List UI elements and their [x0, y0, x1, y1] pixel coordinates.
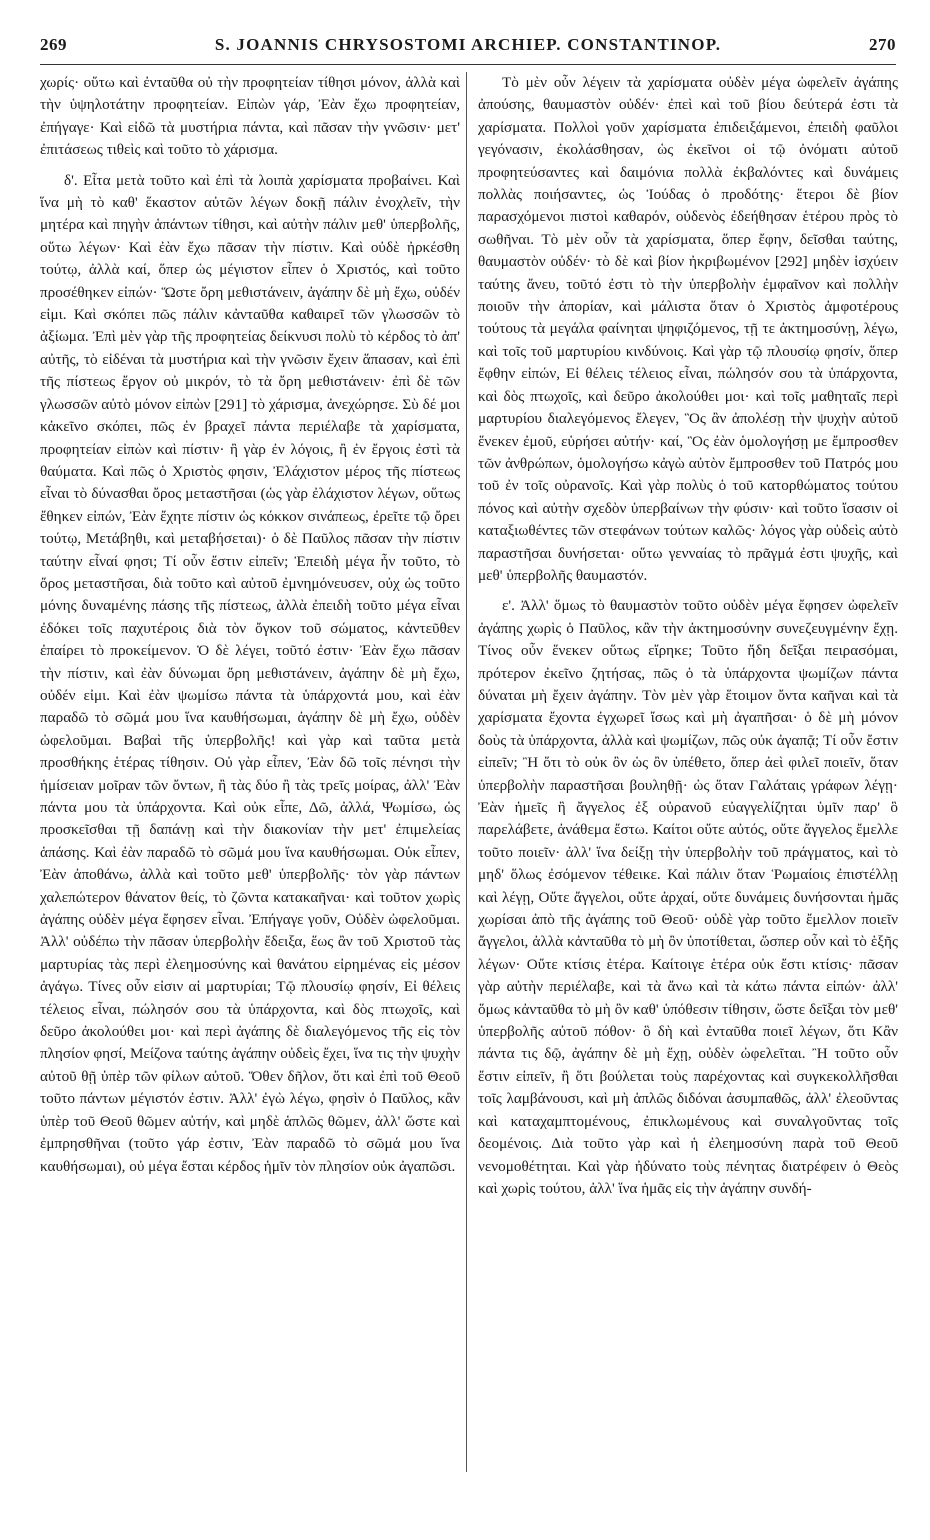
running-title: S. JOANNIS CHRYSOSTOMI ARCHIEP. CONSTANTINOP.	[214, 35, 722, 54]
page-number-right: 270	[869, 35, 896, 54]
right-paragraph-1: Τὸ μὲν οὖν λέγειν τὰ χαρίσματα οὐδὲν μέγα ὠφελεῖν ἀγάπης ἀπούσης, θαυμαστὸν οὐδέν· ἐπεὶ καὶ τοῦ βίου δεύτερά ἐστι τὰ χαρίσματα. Πολλοὶ γοῦν χαρίσματα ἐπιδειξάμενοι, ἐπειδὴ φαῦλοι γεγόνασιν, ἐκολάσθησαν, ὡς ἐκεῖνοι οἱ τῷ ὀνόματι αὐτοῦ προφητεύσαντες καὶ δαιμόνια πολλὰ ἐκβαλόντες καὶ δυνάμεις πολλὰς ποιήσαντες, ὡς Ἰούδας ὁ προδότης· ἕτεροι δὲ βίον παρασχόμενοι πιστοὶ καθαρόν, οὐδενὸς ἐδεήθησαν ἑτέρου πρὸς τὸ σωθῆναι. Τὸ μὲν οὖν τὰ χαρίσματα, ὅπερ ἔφην, δεῖσθαι ταύτης, θαυμαστὸν οὐδέν· τὸ δὲ καὶ βίον ἠκριβωμένον [292] μηδὲν ἰσχύειν ταύτης ἄνευ, τοῦτό ἐστι τὸ τὴν ὑπερβολὴν ἐμφαῖνον καὶ πολλὴν ποιοῦν τὴν ἀπορίαν, καὶ μάλιστα ὅταν ὁ Χριστὸς ἀμφοτέρους τούτους τὰ μεγάλα φαίνηται ψηφιζόμενος, τῇ τε ἀκτημοσύνῃ, λέγω, καὶ τοῖς τοῦ μαρτυρίου κινδύνοις. Καὶ γὰρ τῷ πλουσίῳ φησίν, ὅπερ ἔφθην εἰπών, Εἰ θέλεις τέλειος εἶναι, πώλησόν σου τὰ ὑπάρχοντα, καὶ δὸς πτωχοῖς, καὶ δεῦρο ἀκολούθει μοι· καὶ τοῖς μαθηταῖς περὶ μαρτυρίου διαλεγόμενος ἔλεγεν, Ὃς ἂν ἀπολέσῃ τὴν ψυχὴν αὐτοῦ ἕνεκεν ἐμοῦ, εὑρήσει αὐτήν· καί, Ὃς ἐὰν ὁμολογήσῃ με ἔμπροσθεν τῶν ἀνθρώπων, ὁμολογήσω κἀγὼ αὐτὸν ἔμπροσθεν τοῦ Πατρός μου τοῦ ἐν τοῖς οὐρανοῖς. Καὶ γὰρ πολὺς ὁ τοῦ κατορθώματος τούτου πόνος καὶ αὐτὴν σχεδὸν ὑπερβαίνων τὴν φύσιν· καὶ τοῦτο ἴσασιν οἱ καταξιωθέντες τῶν στεφάνων τούτων καλῶς· λόγος γὰρ οὐδεὶς αὐτὸ παραστῆσαι δυνήσεται· οὕτω γενναίας τὸ πρᾶγμά ἐστι ψυχῆς, καὶ μεθ' ὑπερβολῆς θαυμαστόν.	[478, 74, 898, 584]
running-header	[40, 30, 896, 60]
right-paragraph-2: ε'. Ἀλλ' ὅμως τὸ θαυμαστὸν τοῦτο οὐδὲν μέγα ἔφησεν ὠφελεῖν ἀγάπης χωρὶς ὁ Παῦλος, κἂν τὴν ἀκτημοσύνην συνεζευγμένην ἔχῃ. Τίνος οὖν ἕνεκεν οὕτως εἴρηκε; Τοῦτο ἤδη δεῖξαι πειρασόμαι, πρότερον ἐκεῖνο ζητήσας, πῶς ὁ τὰ ὑπάρχοντα ψωμίζων πάντα δύναται μὴ ἔχειν ἀγάπην. Τὸν μὲν γὰρ ἕτοιμον ὄντα καῆναι καὶ τὰ χαρίσματα ἔχοντα ἐγχωρεῖ ἴσως καὶ μὴ ἀγαπῆσαι· ὁ δὲ μὴ μόνον δοὺς τὰ ὑπάρχοντα, ἀλλὰ καὶ ψωμίζων, πῶς οὐκ ἀγαπᾷ; Τί οὖν ἔστιν εἰπεῖν; Ἢ ὅτι τὸ οὐκ ὂν ὡς ὂν ὑπέθετο, ὅπερ ἀεὶ φιλεῖ ποιεῖν, ὅταν ὑπερβολὴν παραστῆσαι βουληθῇ· ὡς ὅταν Γαλάταις γράφων λέγῃ· Ἐὰν ἡμεῖς ἢ ἄγγελος ἐξ οὐρανοῦ εὐαγγελίζηται ὑμῖν παρ' ὃ παρελάβετε, ἀνάθεμα ἔστω. Καίτοι οὔτε αὐτός, οὔτε ἄγγελος ἔμελλε τοῦτο ποιεῖν· ἀλλ' ἵνα δείξῃ τὴν ὑπερβολὴν τοῦ πράγματος, καὶ τὸ μηδ' ὅλως ἐσόμενον τέθεικε. Καὶ πάλιν ὅταν Ῥωμαίοις ἐπιστέλλῃ καὶ λέγῃ, Οὔτε ἄγγελοι, οὔτε ἀρχαί, οὔτε δυνάμεις δυνήσονται ἡμᾶς χωρίσαι ἀπὸ τῆς ἀγάπης τοῦ Θεοῦ· οὐδὲ γὰρ τοῦτο ἔμελλον ποιεῖν ἄγγελοι, ἀλλὰ κἀνταῦθα τὸ μὴ ὂν ὑποτίθεται, ὥσπερ οὖν καὶ τὸ ἑξῆς λέγων· Οὔτε κτίσις ἑτέρα. Καίτοιγε ἑτέρα οὐκ ἔστι κτίσις· πᾶσαν γὰρ αὐτὴν περιέλαβε, καὶ τὰ ἄνω καὶ τὰ κάτω πάντα εἰπών· ἀλλ' ὅμως κἀνταῦθα τὸ μὴ ὂν καθ' ὑπόθεσιν τίθησιν, ὥστε δεῖξαι τὸν μεθ' ὑπερβολῆς αὐτοῦ πόθον· ὃ δὴ καὶ ἐνταῦθα ποιεῖ λέγων, ὅτι Κἂν πάντα τις δῷ, ἀγάπην δὲ μὴ ἔχῃ, οὐδὲν ὠφελεῖται. Ἢ τοῦτο οὖν ἔστιν εἰπεῖν, ἢ ὅτι βούλεται τοὺς παρέχοντας καὶ συγκεκολλῆσθαι τοῖς λαμβάνουσι, καὶ μὴ ἁπλῶς διδόναι ἀσυμπαθῶς, ἀλλ' ἐλεοῦντας καὶ καταχαμπτομένους, ἐπικλωμένους καὶ συναλγοῦντας τοῖς δεομένοις. Διὰ τοῦτο γὰρ καὶ ἡ ἐλεημοσύνη παρὰ τοῦ Θεοῦ νενομοθέτηται. Καὶ γὰρ ἠδύνατο τοὺς πένητας διατρέφειν ὁ Θεὸς καὶ χωρὶς τούτου, ἀλλ' ἵνα ἡμᾶς εἰς τὴν ἀγάπην συνδή-	[478, 597, 898, 1197]
left-paragraph-1: χωρίς· οὕτω καὶ ἐνταῦθα οὐ τὴν προφητείαν τίθησι μόνον, ἀλλὰ καὶ τὴν ὑψηλοτάτην προφητείαν. Εἰπὼν γάρ, Ἐὰν ἔχω προφητείαν, ἐπήγαγε· Καὶ εἰδῶ τὰ μυστήρια πάντα, καὶ πᾶσαν τὴν γνῶσιν· μετ' ἐπιτάσεως τιθεὶς καὶ τοῦτο τὸ χάρισμα.	[40, 74, 460, 159]
right-column	[478, 72, 898, 1208]
left-column	[40, 72, 460, 1186]
column-divider	[466, 72, 467, 1472]
left-paragraph-2: δ'. Εἶτα μετὰ τοῦτο καὶ ἐπὶ τὰ λοιπὰ χαρίσματα προβαίνει. Καὶ ἵνα μὴ τὸ καθ' ἕκαστον αὐτῶν λέγων δοκῇ πάλιν ἐνοχλεῖν, τὴν μητέρα καὶ πηγὴν ἁπάντων τίθησι, καὶ αὐτὴν πάλιν μεθ' ὑπερβολῆς, οὕτω λέγων· Καὶ ἐὰν ἔχω πᾶσαν τὴν πίστιν. Καὶ οὐδὲ ἠρκέσθη τούτῳ, ἀλλὰ καί, ὅπερ ὡς μέγιστον εἶπεν ὁ Χριστός, καὶ τοῦτο προσέθηκεν εἰπών· Ὥστε ὄρη μεθιστάνειν, ἀγάπην δὲ μὴ ἔχω, οὐδέν εἰμι. Καὶ σκόπει πῶς πάλιν κἀνταῦθα καθαιρεῖ τῶν γλωσσῶν τὸ ἀξίωμα. Ἐπὶ μὲν γὰρ τῆς προφητείας δείκνυσι πολὺ τὸ κέρδος τὸ ἀπ' αὐτῆς, τὸ εἰδέναι τὰ μυστήρια καὶ τὴν γνῶσιν ἔχειν ἅπασαν, καὶ ἐπὶ τῆς πίστεως ἔργον οὐ μικρόν, τὸ τὰ ὄρη μεθιστάνειν· ἐπὶ δὲ τῶν γλωσσῶν αὐτὸ μόνον εἰπὼν [291] τὸ χάρισμα, ἀνεχώρησε. Σὺ δέ μοι κἀκεῖνο σκόπει, πῶς ἐν βραχεῖ πάντα περιέλαβε τὰ χαρίσματα, προφητείαν εἰπὼν καὶ πίστιν· ἢ γὰρ ἐν λόγοις, ἢ ἐν ἔργοις ἐστὶ τὰ θαύματα. Καὶ πῶς ὁ Χριστὸς φησιν, Ἐλάχιστον μέρος τῆς πίστεως εἶναι τὸ δύνασθαι ὄρος μεταστῆσαι (ὡς γὰρ ἐλάχιστον λέγων, οὕτως ἔθηκεν εἰπών, Ἐὰν ἔχητε πίστιν ὡς κόκκον σινάπεως, ἐρεῖτε τῷ ὄρει τούτῳ, Μετάβηθι, καὶ μεταβήσεται)· ὁ δὲ Παῦλος πᾶσαν τὴν πίστιν ταύτην εἶναί φησι; Τί οὖν ἔστιν εἰπεῖν; Ἐπειδὴ μέγα ἦν τοῦτο, τὸ ὄρος μεταστῆσαι, διὰ τοῦτο καὶ αὐτοῦ ἐμνημόνευσεν, οὐχ ὡς τοῦτο μόνης δυναμένης πάσης τῆς πίστεως, ἀλλὰ ἐπειδὴ τοῦτο μέγα εἶναι ἐδόκει τοῖς παχυτέροις διὰ τὸν ὄγκον τοῦ σώματος, κἀντεῦθεν ἐπαίρει τὸ προκείμενον. Ὁ δὲ λέγει, τοῦτό ἐστιν· Ἐὰν ἔχω πᾶσαν τὴν πίστιν, καὶ ἐὰν δύνωμαι ὄρη μεθιστάνειν, ἀγάπην δὲ μὴ ἔχω, οὐδέν εἰμι. Καὶ ἐὰν ψωμίσω πάντα τὰ ὑπάρχοντά μου, καὶ ἐὰν παραδῶ τὸ σῶμά μου ἵνα καυθήσωμαι, ἀγάπην δὲ μὴ ἔχω, οὐδὲν ὠφελοῦμαι. Βαβαὶ τῆς ὑπερβολῆς! καὶ γὰρ καὶ ταῦτα μετὰ προσθήκης ἑτέρας τίθησιν. Οὐ γὰρ εἶπεν, Ἐὰν δῶ τοῖς πένησι τὴν ἡμίσειαν μοῖραν τῶν ὄντων, ἢ τὰς δύο ἢ τὰς τρεῖς μοίρας, ἀλλ' Ἐὰν πάντα μου τὰ ὑπάρχοντα. Καὶ οὐκ εἶπε, Δῶ, ἀλλά, Ψωμίσω, ὡς προσκεῖσθαι τῇ δαπάνῃ καὶ τὴν διακονίαν τὴν μετ' ἐπιμελείας ἁπάσης. Καὶ ἐὰν παραδῶ τὸ σῶμά μου ἵνα καυθήσωμαι. Οὐκ εἶπεν, Ἐὰν ἀποθάνω, ἀλλὰ καὶ τοῦτο μεθ' ὑπερβολῆς· τὸν γὰρ πάντων χαλεπώτερον θάνατον θείς, τὸ ζῶντα κατακαῆναι· καὶ τοῦτον χωρὶς ἀγάπης οὐδὲν μέγα ἔφησεν εἶναι. Ἐπήγαγε γοῦν, Οὐδὲν ὠφελοῦμαι. Ἀλλ' οὐδέπω τὴν πᾶσαν ὑπερβολὴν ἔδειξα, ἕως ἂν τοῦ Χριστοῦ τὰς μαρτυρίας τὰς περὶ ἐλεημοσύνης καὶ θανάτου εἰρημένας εἰς μέσον ἀγάγω. Τίνες οὖν εἰσιν αἱ μαρτυρίαι; Τῷ πλουσίῳ φησίν, Εἰ θέλεις τέλειος εἶναι, πώλησόν σου τὰ ὑπάρχοντα, καὶ δὸς πτωχοῖς, καὶ δεῦρο ἀκολούθει μοι· καὶ περὶ ἀγάπης δὲ διαλεγόμενος τῆς εἰς τὸν πλησίον φησί, Μείζονα ταύτης ἀγάπην οὐδεὶς ἔχει, ἵνα τις τὴν ψυχὴν αὐτοῦ θῇ ὑπὲρ τῶν φίλων αὐτοῦ. Ὅθεν δῆλον, ὅτι καὶ ἐπὶ τοῦ Θεοῦ τοῦτο πάντων μέγιστόν ἐστιν. Ἀλλ' ἐγὼ λέγω, φησὶν ὁ Παῦλος, κἂν ὑπὲρ τοῦ Θεοῦ θῶμεν αὐτήν, καὶ μηδὲ ἁπλῶς θῶμεν, ἀλλ' ὥστε καὶ ἐμπρησθῆναι (τοῦτο γάρ ἐστιν, Ἐὰν παραδῶ τὸ σῶμά μου ἵνα καυθήσωμαι), οὐ μέγα ἔσται κέρδος ἡμῖν τὸν πλησίον οὐκ ἀγαπῶσι.	[40, 171, 460, 1175]
page-number-left: 269	[40, 35, 67, 54]
header-rule	[40, 64, 896, 65]
